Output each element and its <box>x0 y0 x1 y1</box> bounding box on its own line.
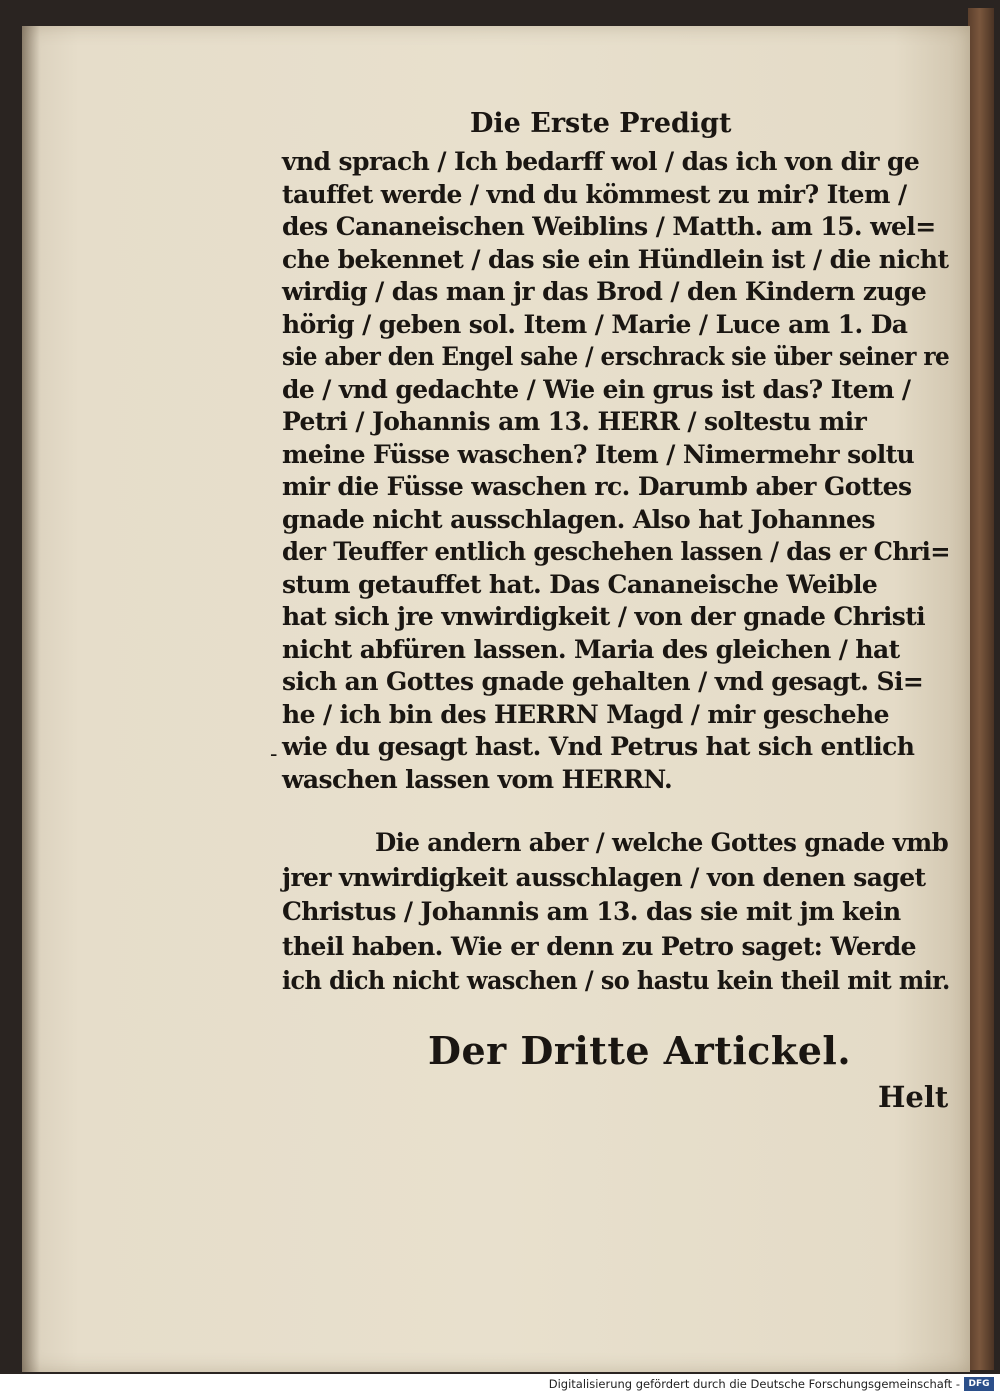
text-line: de / vnd gedachte / Wie ein grus ist das? Item / <box>282 374 911 404</box>
spine-shadow <box>22 26 40 1372</box>
text-line: waschen lassen vom HERRN. <box>282 764 673 794</box>
dfg-logo: DFG <box>964 1377 994 1391</box>
text-line: ich dich nicht waschen / so hastu kein theil mit mir. <box>282 966 950 995</box>
running-head: Die Erste Predigt <box>470 108 732 139</box>
book-cover-edge <box>968 8 994 1370</box>
text-line: stum getauffet hat. Das Cananeische Weible <box>282 569 878 599</box>
text-line: nicht abfüren lassen. Maria des gleichen / hat <box>282 634 900 664</box>
text-line: hörig / geben sol. Item / Marie / Luce am 1. Da <box>282 309 908 339</box>
text-line: wirdig / das man jr das Brod / den Kindern zuge <box>282 277 927 306</box>
text-line: gnade nicht ausschlagen. Also hat Johannes <box>282 504 875 534</box>
text-line: sich an Gottes gnade gehalten / vnd gesagt. Si= <box>282 667 924 696</box>
text-line: tauffet werde / vnd du kömmest zu mir? Item / <box>282 179 907 209</box>
funding-credit: Digitalisierung gefördert durch die Deutsche Forschungsgemeinschaft - <box>548 1377 960 1391</box>
text-line: Christus / Johannis am 13. das sie mit jm kein <box>282 897 901 926</box>
text-line: sie aber den Engel sahe / erschrack sie über seiner re <box>282 342 950 371</box>
text-line: meine Füsse waschen? Item / Nimermehr soltu <box>282 439 915 469</box>
text-line: che bekennet / das sie ein Hündlein ist / die nicht <box>282 244 949 274</box>
text-line: he / ich bin des HERRN Magd / mir geschehe <box>282 699 889 729</box>
text-line: jrer vnwirdigkeit ausschlagen / von denen saget <box>282 862 926 892</box>
catchword: Helt <box>878 1080 949 1114</box>
paragraph-2 <box>282 826 952 999</box>
text-line: mir die Füsse waschen rc. Darumb aber Gottes <box>282 472 912 501</box>
text-line: theil haben. Wie er denn zu Petro saget: Werde <box>282 931 916 961</box>
footer-bar <box>0 1374 1000 1395</box>
text-line: des Cananeischen Weiblins / Matth. am 15. wel= <box>282 212 936 241</box>
text-line: wie du gesagt hast. Vnd Petrus hat sich entlich <box>282 732 915 761</box>
text-line: hat sich jre vnwirdigkeit / von der gnade Christi <box>282 602 926 631</box>
paragraph-1 <box>282 146 952 796</box>
text-line: der Teuffer entlich geschehen lassen / das er Chri= <box>282 537 950 566</box>
text-line: Die andern aber / welche Gottes gnade vmb <box>375 828 949 857</box>
section-heading: Der Dritte Artickel. <box>428 1028 852 1073</box>
margin-mark: - <box>270 742 278 767</box>
text-line: Petri / Johannis am 13. HERR / soltestu mir <box>282 407 867 436</box>
text-line: vnd sprach / Ich bedarff wol / das ich von dir ge <box>282 147 920 176</box>
